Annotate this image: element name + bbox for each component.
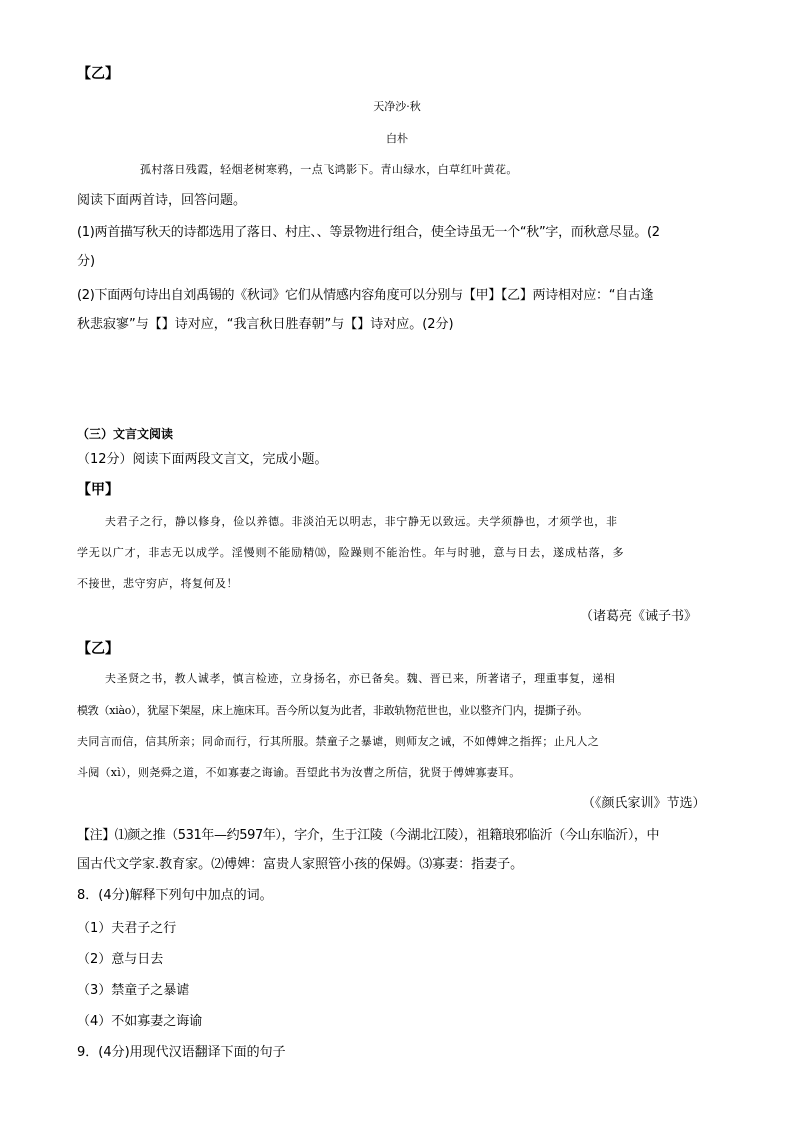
passage-jia-source: （诸葛亮《诫子书》 — [580, 609, 698, 624]
passage-yi-line: 夫圣贤之书，教人诚孝，慎言检迹，立身扬名，亦已备矣。魏、晋已来，所著诸子，理重事复，递相 — [105, 672, 616, 685]
question-8-item: （1）夫君子之行 — [77, 921, 177, 936]
poem-yi-marker: 【乙】 — [77, 66, 119, 82]
section-instruction: （12分）阅读下面两段文言文，完成小题。 — [77, 452, 328, 467]
passage-yi-line: 夫同言而信，信其所亲；同命而行，行其所服。禁童子之暴谑，则师友之诫，不如傅婢之指挥；止凡人之 — [77, 735, 600, 748]
question-2-line-1: (2)下面两句诗出自刘禹锡的《秋词》它们从情感内容角度可以分别与【甲】【乙】两诗相对应：“自古逢 — [77, 288, 654, 303]
question-8-stem: 8．(4分)解释下列句中加点的词。 — [77, 888, 273, 903]
poem-body: 孤村落日残霞，轻烟老树寒鸦，一点飞鸿影下。青山绿水，白草红叶黄花。 — [140, 163, 518, 176]
passage-yi-source: （《颜氏家训》节选） — [582, 796, 706, 811]
question-1-line-2: 分) — [77, 254, 96, 269]
passage-yi-marker: 【乙】 — [77, 641, 119, 657]
question-8-item: （3）禁童子之暴谑 — [77, 983, 190, 998]
question-8-item: （4）不如寡妻之诲谕 — [77, 1014, 203, 1029]
question-2-line-2: 秋悲寂寥”与【】诗对应，“我言秋日胜春朝”与【】诗对应。(2分) — [77, 317, 454, 332]
section-heading: （三）文言文阅读 — [77, 427, 174, 441]
poem-title: 天净沙·秋 — [373, 100, 421, 113]
footnote-line-1: 【注】⑴颜之推（531年—约597年），字介，生于江陵（今湖北江陵），祖籍琅邪临沂（今山东临沂），中 — [77, 828, 660, 843]
question-1-line-1: (1)两首描写秋天的诗都选用了落日、村庄、、等景物进行组合，使全诗虽无一个“秋”字，而秋意尽显。(2 — [77, 225, 660, 240]
passage-jia-line: 夫君子之行，静以修身，俭以养德。非淡泊无以明志，非宁静无以致远。夫学须静也，才须学也，非 — [105, 515, 618, 528]
passage-jia-marker: 【甲】 — [77, 482, 119, 498]
passage-yi-line: 斗阋（xì），则尧舜之道，不如寡妻之诲谕。吾望此书为汝曹之所信，犹贤于傅婢寡妻耳。 — [77, 766, 521, 779]
poem-questions-intro: 阅读下面两首诗，回答问题。 — [77, 193, 247, 208]
passage-jia-line: 不接世，悲守穷庐，将复何及！ — [77, 577, 238, 590]
footnote-line-2: 国古代文学家.教育家。⑵傅婢：富贵人家照管小孩的保姆。⑶寡妻：指妻子。 — [77, 857, 524, 872]
question-9-stem: 9．(4分)用现代汉语翻译下面的句子 — [77, 1045, 286, 1060]
passage-yi-line: 模敩（xiào），犹屋下架屋，床上施床耳。吾今所以复为此者，非敢轨物范世也，业以整齐门内，提撕子孙。 — [77, 704, 588, 717]
passage-jia-line: 学无以广才，非志无以成学。淫慢则不能励精⒅，险躁则不能治性。年与时驰，意与日去，遂成枯落，多 — [77, 546, 625, 559]
poem-author: 白朴 — [386, 132, 408, 145]
question-8-item: （2）意与日去 — [77, 952, 164, 967]
